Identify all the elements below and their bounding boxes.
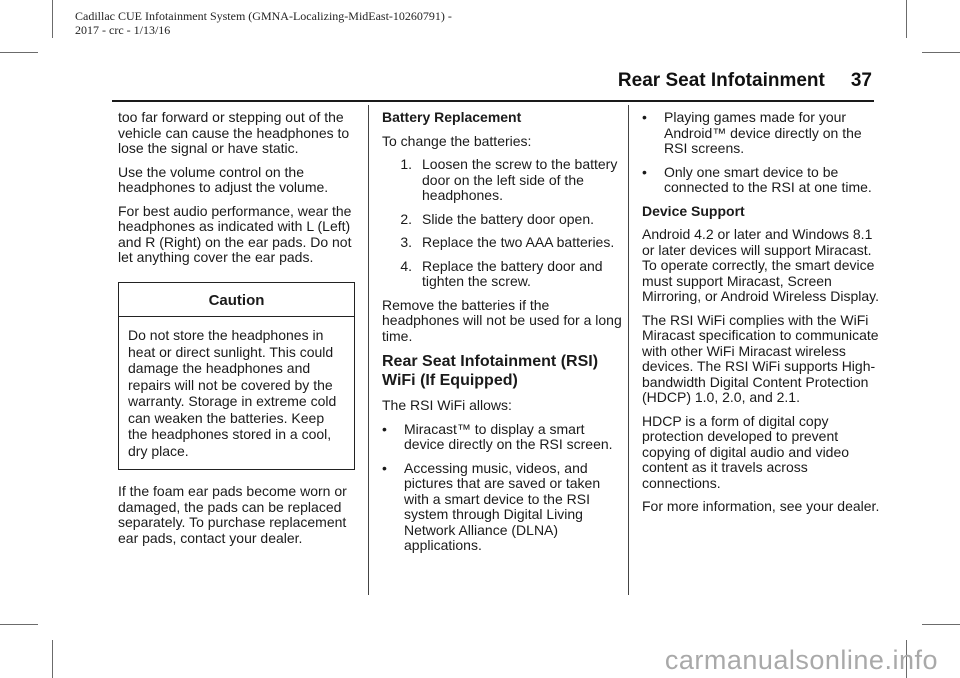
crop-mark-top-right-h xyxy=(922,52,960,53)
bullet-mark: • xyxy=(382,420,387,437)
page-number: 37 xyxy=(850,70,872,91)
list-item xyxy=(382,461,622,554)
step-number: 3. xyxy=(400,234,412,250)
bullet-mark: • xyxy=(382,459,387,476)
meta-line-2: 2017 - crc - 1/13/16 xyxy=(75,23,171,37)
paragraph: too far forward or stepping out of the vehicle can cause the headphones to lose the signal or have static. xyxy=(118,109,350,156)
caution-title: Caution xyxy=(119,283,354,318)
column-1 xyxy=(118,110,358,554)
bullet-text: Accessing music, videos, and pictures that are saved or taken with a smart device to the RSI system through Digital Living Network Alliance (DLNA) applications. xyxy=(404,459,601,553)
column-3 xyxy=(642,110,880,523)
paragraph: If the foam ear pads become worn or damaged, the pads can be replaced separately. To purchase replacement ear pads, contact your dealer. xyxy=(118,483,347,546)
list-item xyxy=(642,165,880,196)
bullet-text: Only one smart device to be connected to the RSI at one time. xyxy=(664,163,872,195)
document-meta xyxy=(75,9,452,37)
device-support-heading: Device Support xyxy=(642,202,745,219)
battery-steps xyxy=(382,157,622,290)
wifi-heading: Rear Seat Infotainment (RSI) WiFi (If Equipped) xyxy=(382,353,599,389)
crop-mark-bottom-right-h xyxy=(922,624,960,625)
paragraph: The RSI WiFi allows: xyxy=(382,397,512,413)
battery-heading: Battery Replacement xyxy=(382,109,522,125)
list-item xyxy=(382,212,622,228)
bullet-text: Miracast™ to display a smart device directly on the RSI screen. xyxy=(404,420,613,452)
paragraph: Remove the batteries if the headphones will not be used for a long time. xyxy=(382,296,622,344)
crop-mark-top-left-h xyxy=(0,52,38,53)
column-2 xyxy=(382,110,622,562)
paragraph: The RSI WiFi complies with the WiFi Miracast specification to communicate with other WiFi Miracast wireless devices. The RSI WiFi supports High-bandwidth Digital Content Protection (HDCP) 1.0, 2.0, and 2.1. xyxy=(642,311,879,405)
step-text: Replace the battery door and tighten the screw. xyxy=(422,257,603,289)
step-text: Slide the battery door open. xyxy=(422,210,595,227)
caution-body: Do not store the headphones in heat or direct sunlight. This could damage the headphones and repairs will not be covered by the warranty. Storage in extreme cold can weaken the batteries. Keep the headphones stored in a cool, dry place. xyxy=(128,327,337,459)
step-number: 4. xyxy=(400,257,412,274)
list-item xyxy=(642,110,880,157)
step-text: Replace the two AAA batteries. xyxy=(422,234,615,250)
list-item xyxy=(382,259,622,290)
paragraph: To change the batteries: xyxy=(382,132,532,149)
header-rule xyxy=(112,100,874,102)
column-divider-1 xyxy=(368,105,369,595)
list-item xyxy=(382,422,622,453)
step-text: Loosen the screw to the battery door on the left side of the headphones. xyxy=(422,156,618,203)
wifi-bullets-continued xyxy=(642,110,880,196)
caution-box xyxy=(118,282,355,471)
crop-mark-bottom-left-h xyxy=(0,624,38,625)
crop-mark-top-right xyxy=(906,0,907,38)
bullet-text: Playing games made for your Android™ device directly on the RSI screens. xyxy=(664,109,862,156)
section-title: Rear Seat Infotainment xyxy=(617,70,825,91)
meta-line-1: Cadillac CUE Infotainment System (GMNA-Localizing-MidEast-10260791) - xyxy=(75,9,452,23)
wifi-bullets xyxy=(382,422,622,554)
bullet-mark: • xyxy=(642,163,647,180)
paragraph: HDCP is a form of digital copy protection developed to prevent copying of digital audio and video content as it travels across connections. xyxy=(642,412,850,491)
paragraph: For best audio performance, wear the headphones as indicated with L (Left) and R (Right) on the ear pads. Do not let anything cover the ear pads. xyxy=(118,202,352,265)
crop-mark-top-left xyxy=(52,0,53,38)
step-number: 2. xyxy=(400,210,412,227)
column-divider-2 xyxy=(628,105,629,595)
crop-mark-bottom-left xyxy=(52,640,53,678)
watermark-link[interactable]: carmanualsonline.info xyxy=(664,645,938,675)
step-number: 1. xyxy=(400,156,412,172)
page-header xyxy=(618,70,872,92)
paragraph: Use the volume control on the headphones to adjust the volume. xyxy=(118,163,329,195)
paragraph: Android 4.2 or later and Windows 8.1 or later devices will support Miracast. To operate correctly, the smart device must support Miracast, Screen Mirroring, or Android Wireless Display. xyxy=(642,226,880,304)
paragraph: For more information, see your dealer. xyxy=(642,498,880,514)
list-item xyxy=(382,157,622,204)
list-item xyxy=(382,235,622,251)
bullet-mark: • xyxy=(642,109,647,125)
